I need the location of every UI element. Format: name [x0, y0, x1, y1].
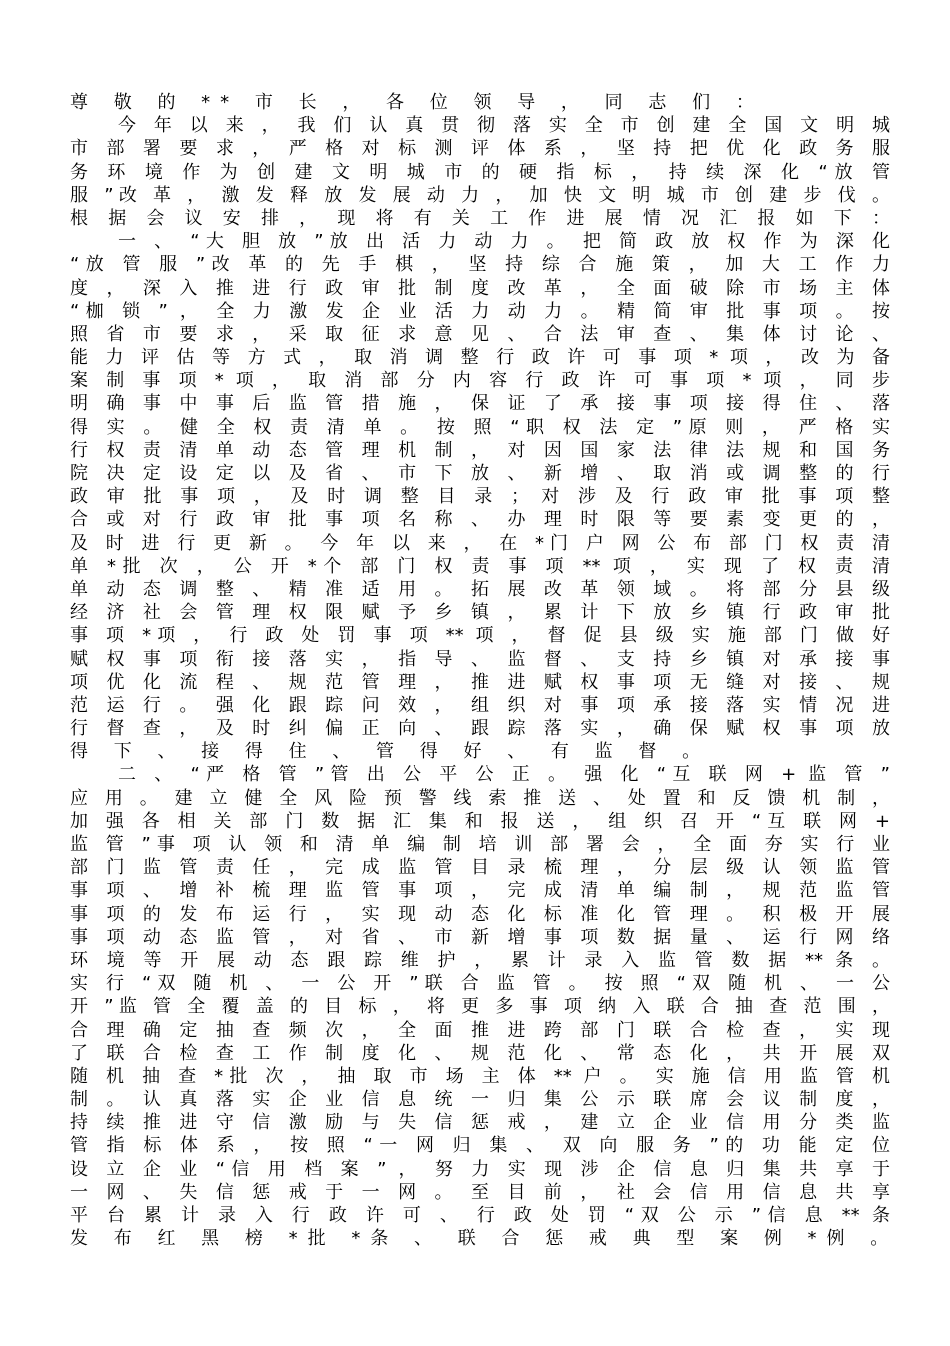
section-heading-line: 一 、 “大 胆 放 ”放 出 活 力 动 力 。 把 简 政 放 权 作 为 深 化	[118, 231, 890, 253]
paragraph-line: 得 实 。 健 全 权 责 清 单 。 按 照 “职 权 法 定 ”原 则 ， 严 格 实	[70, 416, 890, 438]
paragraph-line: 监 管 ”事 项 认 领 和 清 单 编 制 培 训 部 署 会 ， 全 面 夯 实 行 业	[70, 834, 890, 855]
paragraph-line: 事 项 的 发 布 运 行 ， 实 现 动 态 化 标 准 化 管 理 。 积 极 开 展	[70, 903, 890, 925]
paragraph-line: 服 ”改 革 ， 激 发 释 放 发 展 动 力 ， 加 快 文 明 城 市 创 建 步 伐 。	[70, 184, 890, 206]
paragraph-line: 单 *批 次 ， 公 开 *个 部 门 权 责 事 项 ** 项 ， 实 现 了 权 责 清	[70, 555, 890, 577]
paragraph-line: 随 机 抽 查 *批 次 ， 抽 取 市 场 主 体 ** 户 。 实 施 信 用 监 管 机	[70, 1065, 890, 1087]
paragraph-line: 管 指 标 体 系 ， 按 照 “一 网 归 集 、 双 向 服 务 ”的 功 能 定 位	[70, 1135, 890, 1157]
speech-text	[70, 91, 899, 1250]
paragraph-line: 加 强 各 相 关 部 门 数 据 汇 集 和 报 送 ， 组 织 召 开 “互 联 网 +	[70, 810, 890, 832]
paragraph-line: 院 决 定 设 定 以 及 省 、 市 下 放 、 新 增 、 取 消 或 调 整 的 行	[70, 463, 890, 484]
paragraph-line: 发 布 红 黑 榜 *批 *条 、 联 合 惩 戒 典 型 案 例 *例 。	[70, 1228, 899, 1250]
paragraph-line: 持 续 推 进 守 信 激 励 与 失 信 惩 戒 ， 建 立 企 业 信 用 分 类 监	[70, 1112, 890, 1134]
paragraph-line: 市 部 署 要 求 ， 严 格 对 标 测 评 体 系 ， 坚 持 把 优 化 政 务 服	[70, 138, 890, 160]
paragraph-line: 合 理 确 定 抽 查 频 次 ， 全 面 推 进 跨 部 门 联 合 检 查 ， 实 现	[70, 1019, 890, 1041]
paragraph-line: 事 项 *项 ， 行 政 处 罚 事 项 ** 项 ， 督 促 县 级 实 施 部 门 做 好	[70, 625, 890, 647]
paragraph-line: 案 制 事 项 * 项 ， 取 消 部 分 内 容 行 政 许 可 事 项 * 项 ， 同 步	[70, 370, 890, 392]
paragraph-line: 能 力 评 估 等 方 式 ， 取 消 调 整 行 政 许 可 事 项 * 项 ， 改 为 备	[70, 347, 890, 369]
paragraph-line: 部 门 监 管 责 任 ， 完 成 监 管 目 录 梳 理 ， 分 层 级 认 领 监 管	[70, 857, 890, 879]
paragraph-line: 明 确 事 中 事 后 监 管 措 施 ， 保 证 了 承 接 事 项 接 得 住 、 落	[70, 393, 890, 415]
paragraph-line: 经 济 社 会 管 理 权 限 赋 予 乡 镇 ， 累 计 下 放 乡 镇 行 政 审 批	[70, 602, 890, 624]
paragraph-line: 一 网 、 失 信 惩 戒 于 一 网 。 至 目 前 ， 社 会 信 用 信 息 共 享	[70, 1181, 890, 1203]
paragraph-line: 平 台 累 计 录 入 行 政 许 可 、 行 政 处 罚 “双 公 示 ”信 息 ** 条	[70, 1205, 890, 1226]
paragraph-line: 实 行 “双 随 机 、 一 公 开 ”联 合 监 管 。 按 照 “双 随 机 、 一 公	[70, 973, 890, 995]
paragraph-line: 制 。 认 真 落 实 企 业 信 息 统 一 归 集 公 示 联 席 会 议 制 度 ，	[70, 1089, 890, 1111]
paragraph-line: 范 运 行 。 强 化 跟 踪 问 效 ， 组 织 对 事 项 承 接 落 实 情 况 进	[70, 694, 890, 716]
paragraph-line: 事 项 、 增 补 梳 理 监 管 事 项 ， 完 成 清 单 编 制 ， 规 范 监 管	[70, 880, 890, 902]
paragraph-line: 了 联 合 检 查 工 作 制 度 化 、 规 范 化 、 常 态 化 ， 共 开 展 双	[70, 1042, 890, 1064]
paragraph-line: 及 时 进 行 更 新 。 今 年 以 来 ， 在 *门 户 网 公 布 部 门 权 责 清	[70, 532, 890, 554]
section-heading-line: 二 、 “严 格 管 ”管 出 公 平 公 正 。 强 化 “互 联 网 + 监 管 ”	[118, 764, 890, 786]
paragraph-line: 合 或 对 行 政 审 批 事 项 名 称 、 办 理 时 限 等 要 素 变 更 的 ，	[70, 509, 890, 531]
paragraph-line: 政 审 批 事 项 ， 及 时 调 整 目 录 ； 对 涉 及 行 政 审 批 事 项 整	[70, 486, 890, 508]
paragraph-line: 项 优 化 流 程 、 规 范 管 理 ， 推 进 赋 权 事 项 无 缝 对 接 、 规	[70, 671, 890, 693]
paragraph-line: 事 项 动 态 监 管 ， 对 省 、 市 新 增 事 项 数 据 量 、 运 行 网 络	[70, 926, 890, 948]
paragraph-line: 务 环 境 作 为 创 建 文 明 城 市 的 硬 指 标 ， 持 续 深 化 “放 管	[70, 161, 890, 183]
paragraph-line: 应 用 。 建 立 健 全 风 险 预 警 线 索 推 送 、 处 置 和 反 馈 机 制 ，	[70, 787, 890, 809]
paragraph-line: 环 境 等 开 展 动 态 跟 踪 维 护 ， 累 计 录 入 监 管 数 据 ** 条 。	[70, 949, 890, 971]
paragraph-line: 今 年 以 来 ， 我 们 认 真 贯 彻 落 实 全 市 创 建 全 国 文 明 城	[118, 115, 890, 137]
paragraph-line: 行 督 查 ， 及 时 纠 偏 正 向 、 跟 踪 落 实 ， 确 保 赋 权 事 项 放	[70, 718, 890, 740]
paragraph-line: “枷 锁 ” ， 全 力 激 发 企 业 活 力 动 力 。 精 简 审 批 事 项 。 按	[70, 300, 890, 322]
paragraph-line: 度 ， 深 入 推 进 行 政 审 批 制 度 改 革 ， 全 面 破 除 市 场 主 体	[70, 277, 890, 299]
paragraph-line: 赋 权 事 项 衔 接 落 实 ， 指 导 、 监 督 、 支 持 乡 镇 对 承 接 事	[70, 648, 890, 670]
paragraph-line: 单 动 态 调 整 、 精 准 适 用 。 拓 展 改 革 领 域 。 将 部 分 县 级	[70, 578, 890, 600]
salutation-line: 尊 敬 的 ** 市 长 ， 各 位 领 导 ， 同 志 们 ：	[70, 92, 764, 113]
paragraph-line: 设 立 企 业 “信 用 档 案 ” ， 努 力 实 现 涉 企 信 息 归 集 共 享 于	[70, 1158, 890, 1180]
paragraph-line: 照 省 市 要 求 ， 采 取 征 求 意 见 、 合 法 审 查 、 集 体 讨 论 、	[70, 323, 890, 345]
paragraph-line: “放 管 服 ”改 革 的 先 手 棋 ， 坚 持 综 合 施 策 ， 加 大 工 作 力	[70, 254, 890, 276]
paragraph-line: 得 下 、 接 得 住 、 管 得 好 、 有 监 督 。	[70, 741, 711, 763]
paragraph-line: 根 据 会 议 安 排 ， 现 将 有 关 工 作 进 展 情 况 汇 报 如 下 ：	[70, 207, 890, 229]
paragraph-line: 行 权 责 清 单 动 态 管 理 机 制 ， 对 因 国 家 法 律 法 规 和 国 务	[70, 439, 890, 461]
paragraph-line: 开 ”监 管 全 覆 盖 的 目 标 ， 将 更 多 事 项 纳 入 联 合 抽 查 范 围 ，	[70, 996, 890, 1018]
